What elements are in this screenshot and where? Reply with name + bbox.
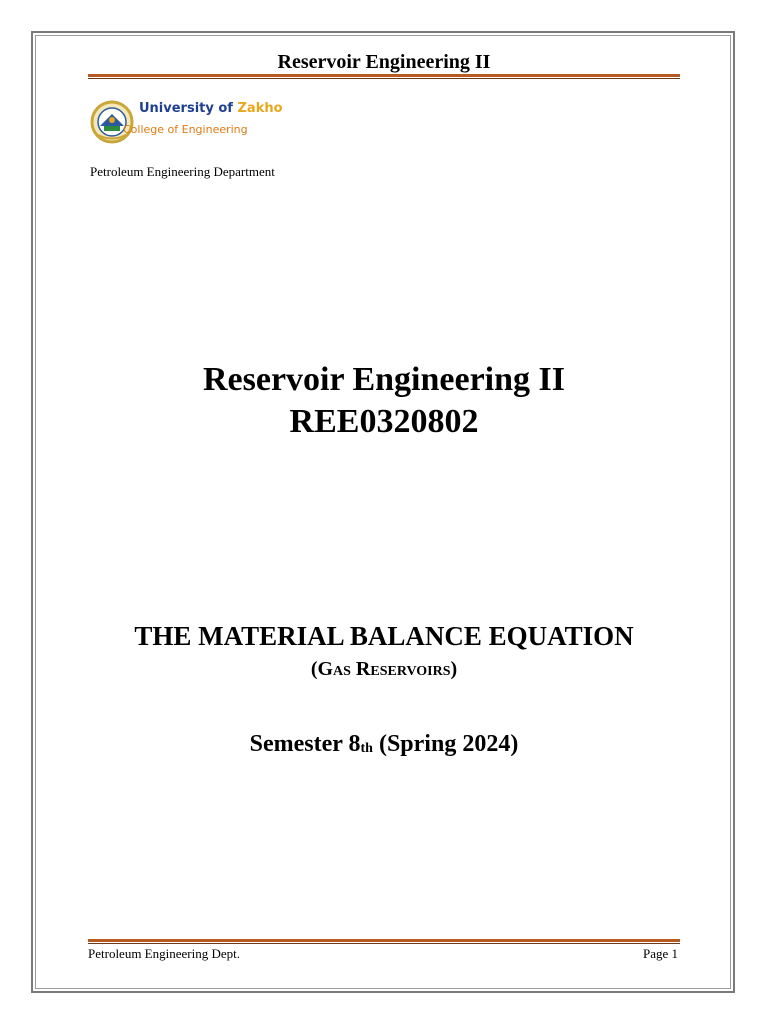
university-name bbox=[139, 101, 283, 116]
topic-title: THE MATERIAL BALANCE EQUATION bbox=[134, 621, 634, 651]
header-title: Reservoir Engineering II bbox=[277, 51, 491, 73]
semester-term: (Spring 2024) bbox=[378, 731, 519, 757]
university-zakho: Zakho bbox=[237, 101, 283, 116]
university-seal-icon bbox=[90, 99, 134, 145]
footer-page-number: Page 1 bbox=[642, 946, 678, 961]
course-title: Reservoir Engineering II bbox=[202, 361, 565, 398]
course-code: REE0320802 bbox=[289, 403, 479, 440]
department-name: Petroleum Engineering Department bbox=[90, 164, 275, 179]
footer-rule bbox=[88, 939, 680, 944]
college-name: College of Engineering bbox=[123, 123, 248, 136]
footer-department: Petroleum Engineering Dept. bbox=[88, 946, 240, 961]
university-prefix: University of bbox=[139, 101, 233, 116]
header-rule bbox=[88, 74, 680, 79]
university-logo bbox=[90, 99, 310, 147]
semester-suffix: th bbox=[360, 741, 373, 756]
semester-prefix: Semester 8 bbox=[249, 731, 361, 757]
topic-subtitle: (Gas Reservoirs) bbox=[310, 658, 458, 680]
semester-line bbox=[0, 729, 768, 764]
